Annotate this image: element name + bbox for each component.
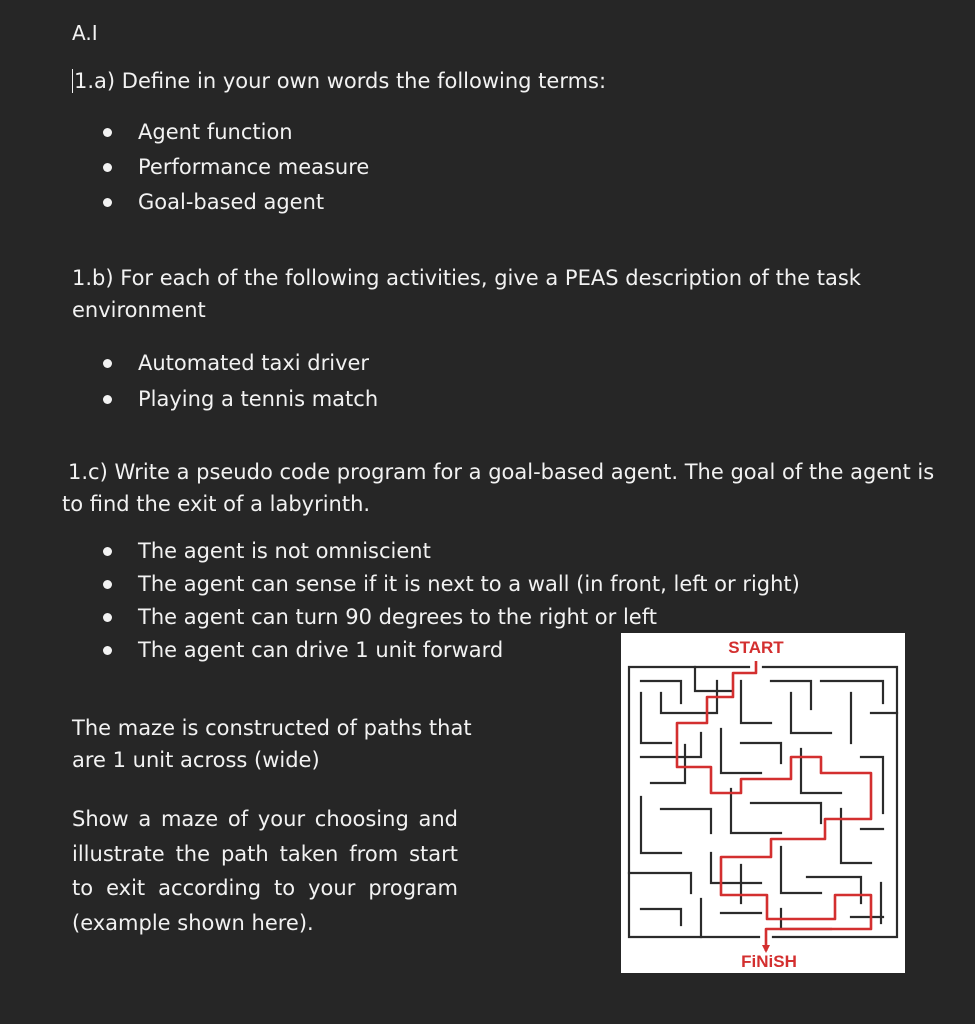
document-header: A.I — [72, 21, 98, 45]
maze-start-label: START — [728, 638, 784, 657]
bullet-icon — [103, 128, 112, 137]
list-item — [103, 345, 378, 381]
list-item-text: Goal-based agent — [138, 190, 325, 214]
list-item — [103, 381, 378, 417]
maze-image — [621, 633, 905, 973]
list-item — [103, 601, 800, 634]
bullet-icon — [103, 547, 112, 556]
bullet-icon — [103, 580, 112, 589]
maze-walls — [629, 667, 897, 937]
maze-finish-label: FiNiSH — [741, 952, 797, 971]
question-1a-text: 1.a) Define in your own words the following terms: — [74, 69, 607, 93]
bullet-icon — [103, 163, 112, 172]
maze-solution-path — [677, 661, 871, 951]
list-item-text: Performance measure — [138, 155, 370, 179]
list-item — [103, 568, 800, 601]
list-item-text: Automated taxi driver — [138, 351, 370, 375]
list-item-text: The agent can sense if it is next to a wall (in front, left or right) — [138, 572, 800, 596]
list-item-text: The agent can turn 90 degrees to the right or left — [138, 605, 657, 629]
list-item-text: Playing a tennis match — [138, 387, 379, 411]
bullet-icon — [103, 359, 112, 368]
question-1a-list — [103, 115, 369, 220]
list-item — [103, 150, 369, 185]
bullet-icon — [103, 613, 112, 622]
maze-description: The maze is constructed of paths that are 1 unit across (wide) — [72, 716, 472, 772]
bullet-icon — [103, 646, 112, 655]
bullet-icon — [103, 198, 112, 207]
list-item-text: The agent is not omniscient — [138, 539, 431, 563]
list-item — [103, 535, 800, 568]
bullet-icon — [103, 395, 112, 404]
maze-illustration — [621, 633, 905, 973]
list-item-text: Agent function — [138, 120, 293, 144]
question-1b-title: 1.b) For each of the following activities, give a PEAS description of the task environment — [72, 266, 861, 322]
question-1a-title — [72, 65, 606, 97]
list-item — [103, 115, 369, 150]
list-item-text: The agent can drive 1 unit forward — [138, 638, 504, 662]
question-1b-list — [103, 345, 378, 417]
maze-instruction: Show a maze of your choosing and illustrate the path taken from start to exit according to your program (example shown here). — [72, 807, 458, 935]
question-1c-title: 1.c) Write a pseudo code program for a goal-based agent. The goal of the agent is to find the exit of a labyrinth. — [62, 460, 935, 516]
list-item — [103, 185, 369, 220]
text-cursor — [72, 69, 73, 93]
